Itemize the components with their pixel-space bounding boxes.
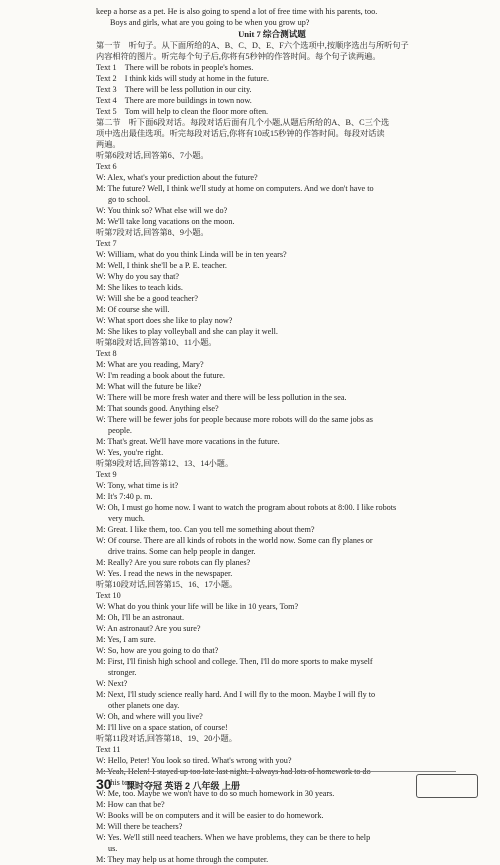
dialogue-line: M: What are you reading, Mary? (96, 360, 204, 369)
dialogue-line: W: Me, too. Maybe we won't have to do so much homework in 30 years. (96, 789, 335, 798)
dialogue-line: M: I'll live on a space station, of course! (96, 723, 228, 732)
dialogue-line: M: Yes, I am sure. (96, 635, 156, 644)
dialogue-line: W: So, how are you going to do that? (96, 646, 219, 655)
page-footer (96, 776, 476, 796)
dialogue-line: very much. (108, 514, 145, 523)
dialogue-line: 听第11段对话,回答第18、19、20小题。 (96, 734, 237, 743)
dialogue-line: W: Of course. There are all kinds of robots in the world now. Some can fly planes or (96, 536, 373, 545)
text-line: Text 1 There will be robots in people's homes. (96, 63, 254, 72)
dialogue-line: M: First, I'll finish high school and college. Then, I'll do more sports to make myself (96, 657, 373, 666)
section-1-instruction: 内容相符的图片。听完每个句子后,你将有5秒钟的作答时间。每个句子读两遍。 (96, 52, 381, 61)
dialogue-line: Text 11 (96, 745, 121, 754)
dialogue-line: W: Hello, Peter! You look so tired. What's wrong with you? (96, 756, 292, 765)
dialogue-line: this term. (108, 778, 139, 787)
dialogue-line: M: It's 7:40 p. m. (96, 492, 153, 501)
dialogue-line: W: What sport does she like to play now? (96, 316, 233, 325)
dialogue-line: W: Books will be on computers and it will be easier to do homework. (96, 811, 324, 820)
dialogue-line: M: Great. I like them, too. Can you tell me something about them? (96, 525, 315, 534)
dialogue-line: M: That sounds good. Anything else? (96, 404, 219, 413)
dialogue-line: 听第9段对话,回答第12、13、14小题。 (96, 459, 234, 468)
dialogue-line: M: The future? Well, I think we'll study at home on computers. And we don't have to (96, 184, 374, 193)
section-2-instruction: 两遍。 (96, 140, 121, 149)
dialogue-line: M: Of course she will. (96, 305, 170, 314)
intro-line: Boys and girls, what are you going to be when you grow up? (110, 18, 310, 27)
page-content (96, 6, 448, 865)
dialogue-line: other planets one day. (108, 701, 180, 710)
dialogue-line: M: Will there be teachers? (96, 822, 183, 831)
intro-line: keep a horse as a pet. He is also going to spend a lot of free time with his parents, too. (96, 7, 378, 16)
dialogue-line: Text 9 (96, 470, 117, 479)
dialogue-line: M: Well, I think she'll be a P. E. teacher. (96, 261, 227, 270)
dialogue-line: Text 6 (96, 162, 117, 171)
text-line: Text 5 Tom will help to clean the floor more often. (96, 107, 269, 116)
unit-title: Unit 7 综合测试题 (238, 29, 306, 39)
book-title: 课时夺冠 英语 2 八年级 上册 (126, 781, 241, 791)
dialogue-line: people. (108, 426, 132, 435)
section-2-instruction: 第二节 听下面6段对话。每段对话后面有几个小题,从题后所给的A、B、C三个选 (96, 118, 390, 127)
dialogue-line: W: Yes. I read the news in the newspaper. (96, 569, 233, 578)
dialogue-line: M: Really? Are you sure robots can fly planes? (96, 558, 251, 567)
dialogue-line: W: Oh, and where will you live? (96, 712, 203, 721)
dialogue-line: 听第7段对话,回答第8、9小题。 (96, 228, 209, 237)
dialogue-line: 听第6段对话,回答第6、7小题。 (96, 151, 209, 160)
footer-divider (96, 771, 456, 772)
dialogue-line: M: She likes to teach kids. (96, 283, 183, 292)
dialogue-line: W: There will be more fresh water and there will be less pollution in the sea. (96, 393, 347, 402)
dialogue-line: M: She likes to play volleyball and she can play it well. (96, 327, 278, 336)
watermark-logo (416, 774, 478, 798)
dialogue-line: W: An astronaut? Are you sure? (96, 624, 201, 633)
page-number: 30 (96, 776, 112, 792)
dialogue-line: M: They may help us at home through the computer. (96, 855, 269, 864)
dialogue-line: M: We'll take long vacations on the moon. (96, 217, 235, 226)
dialogue-line: go to school. (108, 195, 151, 204)
dialogue-line: 听第10段对话,回答第15、16、17小题。 (96, 580, 238, 589)
dialogue-line: M: That's great. We'll have more vacations in the future. (96, 437, 280, 446)
dialogue-line: W: Will she be a good teacher? (96, 294, 198, 303)
dialogue-line: W: William, what do you think Linda will be in ten years? (96, 250, 287, 259)
dialogue-line: W: You think so? What else will we do? (96, 206, 228, 215)
section-2-instruction: 项中选出最佳选项。听完每段对话后,你将有10或15秒钟的作答时间。每段对话读 (96, 129, 385, 138)
dialogue-line: Text 8 (96, 349, 117, 358)
section-1-instruction: 第一节 听句子。从下面所给的A、B、C、D、E、F六个选项中,按顺序选出与所听句子 (96, 41, 409, 50)
dialogue-line: W: Oh, I must go home now. I want to watch the program about robots at 8:00. I like robots (96, 503, 397, 512)
dialogue-line: W: Yes. We'll still need teachers. When we have problems, they can be there to help (96, 833, 371, 842)
dialogue-line: M: Oh, I'll be an astronaut. (96, 613, 185, 622)
dialogue-line: M: Next, I'll study science really hard. And I will fly to the moon. Maybe I will fly to (96, 690, 376, 699)
dialogue-line: M: How can that be? (96, 800, 165, 809)
dialogue-line: drive trains. Some can help people in danger. (108, 547, 256, 556)
dialogue-line: W: Yes, you're right. (96, 448, 164, 457)
text-line: Text 2 I think kids will study at home in the future. (96, 74, 269, 83)
dialogue-line: stronger. (108, 668, 137, 677)
dialogue-list (96, 150, 448, 865)
dialogue-line: Text 7 (96, 239, 117, 248)
dialogue-line: W: What do you think your life will be like in 10 years, Tom? (96, 602, 299, 611)
dialogue-line: M: What will the future be like? (96, 382, 202, 391)
text-line: Text 4 There are more buildings in town now. (96, 96, 252, 105)
dialogue-line: W: I'm reading a book about the future. (96, 371, 225, 380)
dialogue-line: W: Alex, what's your prediction about the future? (96, 173, 258, 182)
dialogue-line: W: Next? (96, 679, 128, 688)
dialogue-line: Text 10 (96, 591, 121, 600)
dialogue-line: 听第8段对话,回答第10、11小题。 (96, 338, 217, 347)
dialogue-line: W: There will be fewer jobs for people because more robots will do the same jobs as (96, 415, 373, 424)
dialogue-line: W: Why do you say that? (96, 272, 179, 281)
text-line: Text 3 There will be less pollution in our city. (96, 85, 252, 94)
dialogue-line: W: Tony, what time is it? (96, 481, 179, 490)
dialogue-line: us. (108, 844, 118, 853)
